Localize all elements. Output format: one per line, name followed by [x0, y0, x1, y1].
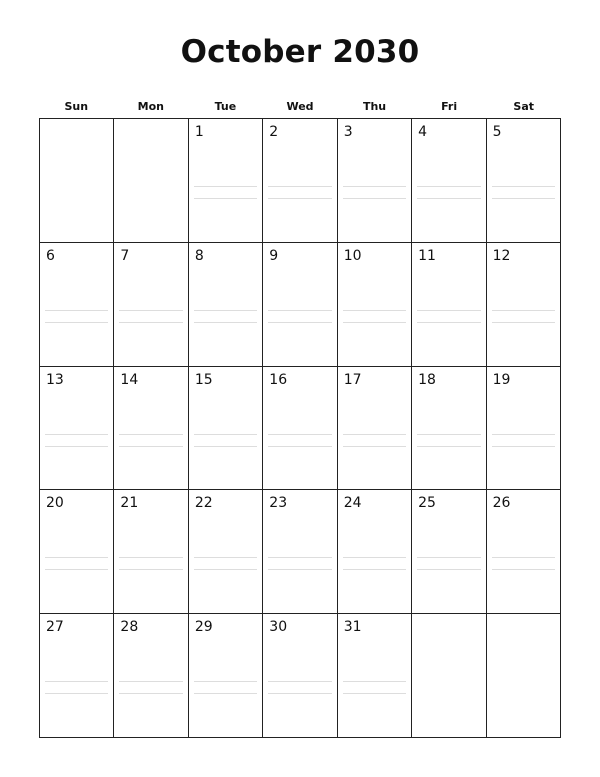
note-line — [119, 681, 182, 682]
day-number: 7 — [120, 247, 130, 264]
note-line — [268, 198, 331, 199]
day-cell — [487, 243, 561, 367]
note-line — [417, 310, 480, 311]
day-cell — [263, 367, 337, 491]
day-number: 22 — [194, 495, 213, 512]
note-line — [417, 198, 480, 199]
note-line — [343, 569, 406, 570]
day-cell — [189, 243, 263, 367]
weekday-thu: Thu — [362, 100, 387, 113]
day-cell — [263, 119, 337, 243]
day-cell — [114, 614, 188, 738]
note-line — [194, 557, 257, 558]
note-line — [194, 434, 257, 435]
day-number: 15 — [194, 371, 213, 388]
empty-day-cell — [487, 614, 561, 738]
weekday-sun: Sun — [64, 100, 89, 113]
day-cell — [114, 490, 188, 614]
weekday-mon: Mon — [137, 100, 165, 113]
note-line — [45, 434, 108, 435]
page-title: October 2030 — [180, 34, 420, 70]
note-line — [119, 557, 182, 558]
day-number: 25 — [418, 495, 436, 512]
note-line — [194, 186, 257, 187]
note-line — [45, 693, 108, 694]
day-cell — [114, 367, 188, 491]
day-cell — [412, 243, 486, 367]
note-line — [492, 198, 555, 199]
day-number: 14 — [120, 371, 139, 388]
day-cell — [263, 243, 337, 367]
day-cell — [412, 367, 486, 491]
weekday-header-row — [39, 99, 561, 115]
note-line — [119, 434, 182, 435]
day-cell — [487, 367, 561, 491]
note-line — [417, 446, 480, 447]
note-line — [343, 434, 406, 435]
day-cell — [189, 490, 263, 614]
day-cell — [40, 490, 114, 614]
day-number: 31 — [343, 619, 362, 636]
note-line — [119, 310, 182, 311]
note-line — [343, 310, 406, 311]
day-cell — [189, 614, 263, 738]
note-line — [268, 186, 331, 187]
note-line — [417, 322, 480, 323]
day-cell — [412, 490, 486, 614]
note-line — [492, 322, 555, 323]
note-line — [343, 681, 406, 682]
day-number: 19 — [492, 371, 511, 388]
note-line — [492, 569, 555, 570]
note-line — [194, 198, 257, 199]
day-number: 16 — [269, 371, 288, 388]
day-number: 27 — [46, 619, 64, 636]
note-line — [492, 557, 555, 558]
weekday-sat: Sat — [513, 100, 534, 113]
note-line — [343, 446, 406, 447]
day-number: 9 — [269, 247, 279, 264]
note-line — [119, 569, 182, 570]
day-cell — [263, 490, 337, 614]
day-number: 28 — [120, 619, 139, 636]
note-line — [343, 186, 406, 187]
note-line — [268, 557, 331, 558]
note-line — [194, 569, 257, 570]
day-number: 6 — [46, 247, 55, 264]
note-line — [492, 310, 555, 311]
note-line — [45, 446, 108, 447]
day-cell — [40, 367, 114, 491]
day-cell — [40, 243, 114, 367]
day-cell — [412, 119, 486, 243]
day-cell — [338, 119, 412, 243]
weekday-fri: Fri — [441, 100, 458, 113]
day-cell — [189, 367, 263, 491]
note-line — [119, 693, 182, 694]
day-number: 11 — [418, 247, 436, 264]
weekday-wed: Wed — [286, 100, 314, 113]
day-number: 5 — [492, 124, 502, 140]
day-cell — [338, 243, 412, 367]
day-cell — [40, 614, 114, 738]
empty-day-cell — [40, 119, 114, 243]
note-line — [194, 322, 257, 323]
note-line — [268, 693, 331, 694]
note-line — [343, 693, 406, 694]
day-cell — [263, 614, 337, 738]
day-number: 2 — [269, 124, 279, 140]
note-line — [268, 434, 331, 435]
note-line — [417, 557, 480, 558]
day-number: 10 — [343, 247, 362, 264]
day-number: 3 — [343, 124, 353, 140]
note-line — [45, 569, 108, 570]
day-cell — [189, 119, 263, 243]
note-line — [268, 446, 331, 447]
note-line — [268, 681, 331, 682]
note-line — [268, 310, 331, 311]
day-number: 13 — [46, 371, 64, 388]
day-number: 20 — [46, 495, 64, 512]
note-line — [492, 186, 555, 187]
day-number: 30 — [269, 619, 288, 636]
note-line — [417, 434, 480, 435]
note-line — [119, 446, 182, 447]
note-line — [343, 322, 406, 323]
day-number: 21 — [120, 495, 139, 512]
day-number: 8 — [194, 247, 204, 264]
day-cell — [338, 614, 412, 738]
day-cell — [487, 119, 561, 243]
note-line — [492, 446, 555, 447]
day-number: 24 — [343, 495, 362, 512]
note-line — [194, 681, 257, 682]
empty-day-cell — [114, 119, 188, 243]
note-line — [45, 310, 108, 311]
calendar-grid — [39, 118, 561, 738]
day-number: 4 — [418, 124, 428, 140]
day-cell — [338, 367, 412, 491]
note-line — [417, 569, 480, 570]
empty-day-cell — [412, 614, 486, 738]
day-cell — [338, 490, 412, 614]
day-number: 23 — [269, 495, 288, 512]
day-number: 18 — [418, 371, 436, 388]
note-line — [492, 434, 555, 435]
day-cell — [487, 490, 561, 614]
day-number: 26 — [492, 495, 511, 512]
note-line — [45, 557, 108, 558]
note-line — [45, 681, 108, 682]
day-cell — [114, 243, 188, 367]
weekday-tue: Tue — [214, 100, 237, 113]
note-line — [194, 693, 257, 694]
note-line — [343, 557, 406, 558]
note-line — [268, 569, 331, 570]
note-line — [268, 322, 331, 323]
day-number: 12 — [492, 247, 511, 264]
note-line — [343, 198, 406, 199]
note-line — [45, 322, 108, 323]
day-number: 1 — [194, 124, 204, 140]
day-number: 29 — [194, 619, 213, 636]
note-line — [194, 446, 257, 447]
note-line — [119, 322, 182, 323]
note-line — [194, 310, 257, 311]
note-line — [417, 186, 480, 187]
day-number: 17 — [343, 371, 362, 388]
